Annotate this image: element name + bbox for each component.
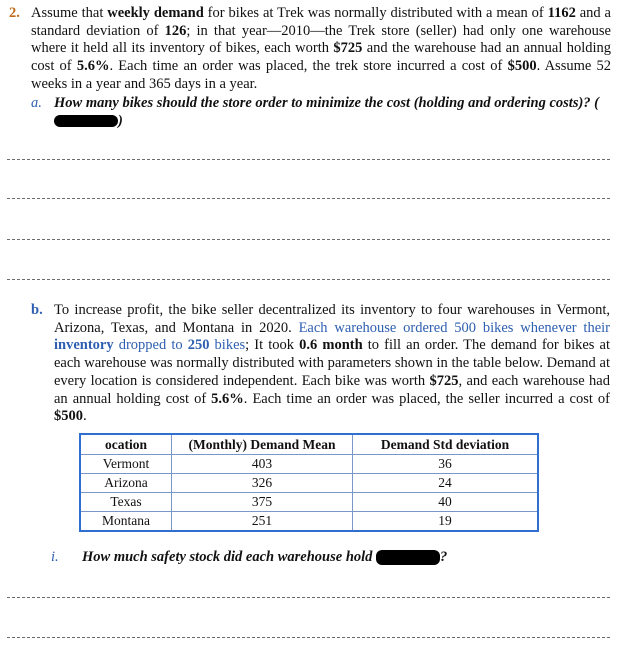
question-number: 2. [9,5,20,21]
answer-line [7,239,610,240]
table-cell: 24 [353,474,539,493]
redaction-mark [54,115,118,127]
table-cell: 375 [172,493,353,512]
table-header: Demand Std deviation [353,434,539,455]
table-cell: 403 [172,455,353,474]
table-cell: Vermont [80,455,172,474]
answer-line [7,597,610,598]
part-a-question: How many bikes should the store order to minimize the cost (holding and ordering costs)? () [54,95,600,129]
answer-line [7,198,610,199]
table-cell: Texas [80,493,172,512]
table-cell: 36 [353,455,539,474]
part-i-numeral: i. [51,549,59,565]
answer-line [7,637,610,638]
answer-line [7,159,610,160]
table-header: ocation [80,434,172,455]
table-header: (Monthly) Demand Mean [172,434,353,455]
answer-line [7,279,610,280]
table-cell: 40 [353,493,539,512]
table-row [80,474,538,493]
part-b-text: To increase profit, the bike seller decentralized its inventory to four warehouses in Vermont, Arizona, Texas, and Montana in 2020. Each warehouse ordered 500 bikes whenever their inventory dropped to 250 bikes; It took 0.6 month to fill an order. The demand for bikes at each warehouse was normally distributed with parameters shown in the table below. Demand at every location is considered independent. Each bike was worth $725, and each warehouse had an annual holding cost of 5.6%. Each time an order was placed, the seller incurred a cost of $500. [54,302,610,425]
table-cell: 326 [172,474,353,493]
part-i-question: How much safety stock did each warehouse hold ? [82,549,448,565]
part-b-letter: b. [31,302,43,318]
table-header-row [80,434,538,455]
table-row [80,455,538,474]
table-cell: Arizona [80,474,172,493]
table-cell: 19 [353,512,539,532]
redaction-mark [376,550,440,565]
table-cell: 251 [172,512,353,532]
question-intro: Assume that weekly demand for bikes at Trek was normally distributed with a mean of 1162 and a standard deviation of 126; in that year—2010—the Trek store (seller) had only one warehouse where it held all its inventory of bikes, each worth $725 and the warehouse had an annual holding cost of 5.6%. Each time an order was placed, the trek store incurred a cost of $500. Assume 52 weeks in a year and 365 days in a year. [31,5,612,92]
table-row [80,493,538,512]
part-a [31,95,611,129]
part-a-letter: a. [31,95,42,111]
table-row [80,512,538,532]
demand-table [79,433,539,532]
table-cell: Montana [80,512,172,532]
